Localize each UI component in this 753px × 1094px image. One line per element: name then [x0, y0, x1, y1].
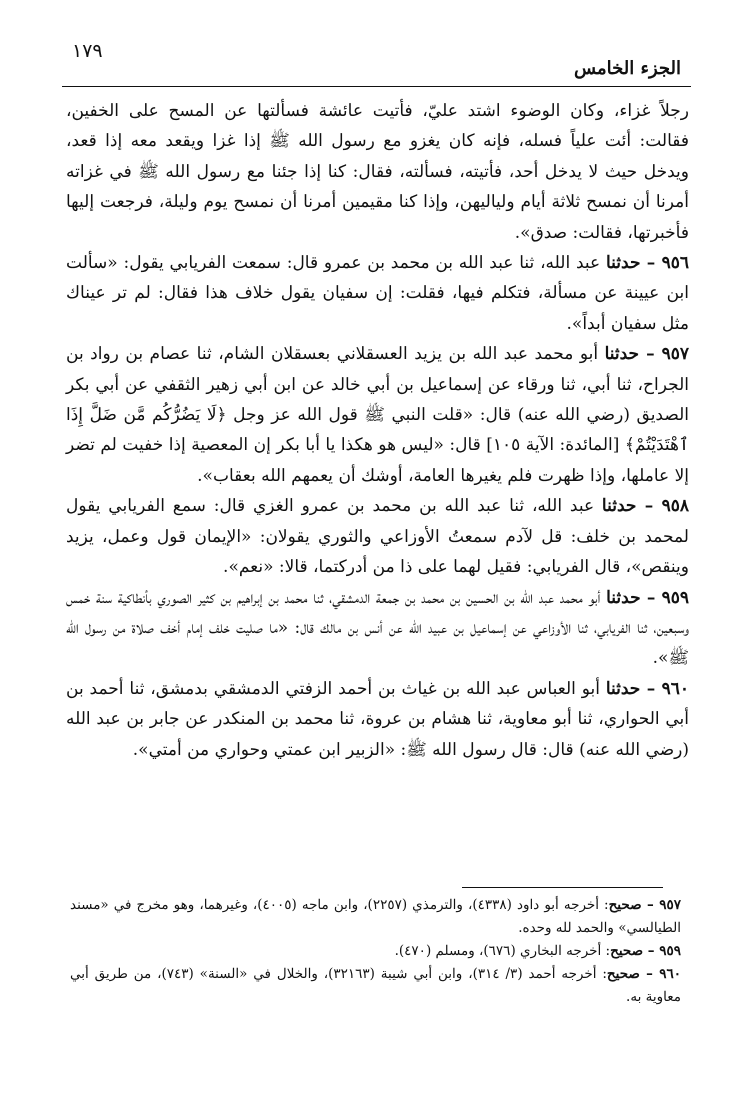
- hadith-lead: حدثنا: [601, 496, 637, 517]
- footnote-number: ٩٥٩ –: [643, 943, 681, 959]
- hadith-number: ٩٦٠ –: [640, 678, 689, 699]
- hadith-lead: حدثنا: [605, 253, 641, 274]
- footnote-957: [70, 894, 681, 940]
- footnote-959: [70, 940, 681, 963]
- footnote-grade: صحيح: [608, 897, 642, 913]
- hadith-959: [66, 583, 689, 674]
- header-rule: [62, 86, 691, 87]
- hadith-lead: حدثنا: [604, 344, 640, 365]
- hadith-text: عبد الله، ثنا عبد الله بن محمد بن عمرو الغزي قال: سمع الفريابي يقول لمحمد بن خلف: قل لآدم سمعتُ الأوزاعي والثوري يقولان: «الإيمان قول وعمل، يزيد وينقص»، قال الفريابي: فقيل لهما على ذا من أدركتما، قالا: «نعم».: [66, 496, 689, 578]
- hadith-957: [66, 339, 689, 491]
- hadith-number: ٩٥٦ –: [640, 253, 689, 274]
- footnote-grade: صحيح: [610, 943, 644, 959]
- hadith-lead: حدثنا: [606, 587, 641, 608]
- hadith-text: عبد الله، ثنا عبد الله بن محمد بن عمرو قال: سمعت الفريابي يقول: «سألت ابن عيينة عن مسألة، فتكلم فيها، فقلت: إن سفيان يقول خلاف هذا فقال: لم تر عيناك مثل سفيان أبداً».: [66, 253, 689, 334]
- hadith-number: ٩٥٧ –: [639, 344, 689, 365]
- hadith-text: أبو محمد عبد الله بن يزيد العسقلاني بعسقلان الشام، ثنا عصام بن رواد بن الجراح، ثنا أبي، ثنا ورقاء عن إسماعيل بن أبي خالد عن ابن أبي زهير الثقفي عن أبي بكر الصديق (رضي الله عنه) قال: «قلت النبي ﷺ قول الله عز وجل ﴿لَا يَضُرُّكُم مَّن ضَلَّ إِذَا ٱهْتَدَيْتُمْ﴾ [المائدة: الآية ١٠٥] قال: «ليس هو هكذا يا أبا بكر إن المعصية إذا خفيت لم تضر إلا عاملها، وإذا ظهرت فلم يغيرها العامة، أوشك أن يعمهم الله بعقاب».: [66, 344, 689, 486]
- hadith-lead: حدثنا: [605, 678, 641, 699]
- main-text: [66, 96, 689, 765]
- hadith-960: [66, 674, 689, 765]
- hadith-number: ٩٥٨ –: [636, 496, 689, 517]
- hadith-text: أبو العباس عبد الله بن غياث بن أحمد الزفتي الدمشقي بدمشق، ثنا أحمد بن أبي الحواري، ثنا أبو معاوية، ثنا هشام بن عروة، ثنا محمد بن المنكدر عن جابر بن عبد الله (رضي الله عنه) قال: قال رسول الله ﷺ: «الزبير ابن عمتي وحواري من أمتي».: [66, 678, 689, 760]
- footnotes: [70, 894, 681, 1009]
- footnote-text: : أخرجه أحمد (٣/ ٣١٤)، وابن أبي شيبة (٣٢١٦٣)، والخلال في «السنة» (٧٤٣)، من طريق أبي معاوية به.: [70, 966, 681, 1005]
- footnote-text: : أخرجه أبو داود (٤٣٣٨)، والترمذي (٢٢٥٧)، وابن ماجه (٤٠٠٥)، وغيرهما، وهو مخرج في «مسند الطيالسي» والحمد لله وحده.: [70, 897, 681, 936]
- running-head: الجزء الخامس: [574, 58, 681, 79]
- footnote-960: [70, 963, 681, 1009]
- footnote-grade: صحيح: [606, 966, 640, 982]
- hadith-956: [66, 248, 689, 339]
- footnote-number: ٩٦٠ –: [639, 966, 681, 982]
- hadith-958: [66, 491, 689, 582]
- page-number: ١٧٩: [72, 40, 103, 62]
- footnote-rule: [462, 887, 663, 888]
- hadith-number: ٩٥٩ –: [640, 587, 689, 608]
- footnote-number: ٩٥٧ –: [641, 897, 682, 913]
- paragraph-continuation: رجلاً غزاء، وكان الوضوء اشتد عليّ، فأتيت عائشة فسألتها عن المسح على الخفين، فقالت: أئت علياً فسله، فإنه كان يغزو مع رسول الله ﷺ إذا غزا ويقعد معه إذا قعد، ويدخل حيث لا يدخل أحد، فأتيته، فسألته، فقال: كنا إذا جئنا مع رسول الله ﷺ في غزاته أمرنا أن نمسح ثلاثة أيام ولياليهن، وإذا كنا مقيمين أمرنا أن نمسح يوم وليلة، فرجعت إليها فأخبرتها، فقالت: صدق».: [66, 101, 689, 243]
- hadith-text: أبو محمد عبد الله بن الحسين بن محمد بن جمعة الدمشقي، ثنا محمد بن إبراهيم بن كثير الصوري بأنطاكية سنة خمس وسبعين، ثنا الفريابي، ثنا الأوزاعي عن إسماعيل بن عبيد الله عن أنس بن مالك قال: «ما صليت خلف إمام أخف صلاة من رسول الله ﷺ».: [66, 587, 689, 669]
- footnote-text: : أخرجه البخاري (٦٧٦)، ومسلم (٤٧٠).: [394, 943, 611, 959]
